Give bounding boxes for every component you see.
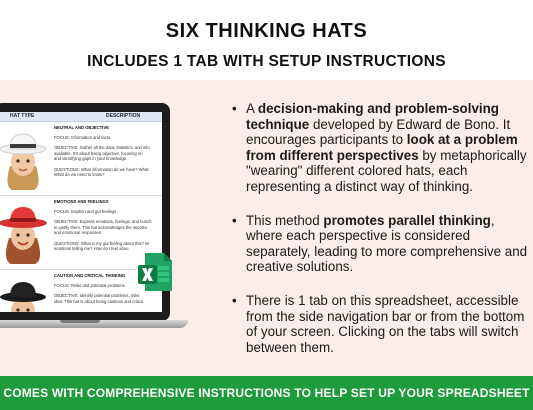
row-title: NEUTRAL AND OBJECTIVE [54,125,109,130]
column-header-description: DESCRIPTION [106,113,141,119]
row-title: CAUTION AND CRITICAL THINKING [54,273,126,278]
bullet-run: , where each perspective is considered separately, leading to more comprehensive and creative solutions. [246,212,528,275]
row-focus: FOCUS: Risks and potential problems. [54,282,126,288]
row-objective: idea. This hat is about being cautious and critica [54,298,144,304]
row-focus: FOCUS: Intuition and gut feelings. [54,208,118,214]
bullet-icon: • [232,101,237,116]
row-questions: QUESTIONS: What is my gut feeling about this? W [54,240,149,246]
red-hat-avatar [0,202,48,264]
description-bullets [232,101,528,355]
bullet-run: developed by Edward de Bono. It encourages participants to [246,116,511,148]
spreadsheet-header-row [0,112,162,122]
white-hat-avatar [0,128,48,190]
column-header-hat-type: HAT TYPE [10,113,35,119]
table-row [0,122,162,196]
bullet-item [232,101,528,195]
bullet-icon: • [232,292,237,308]
excel-icon [137,252,173,292]
bullet-emphasis: promotes parallel thinking [323,212,491,228]
bullet-emphasis: look at a problem from different perspectives [246,132,518,163]
row-questions: What do we need to know? [54,172,105,177]
black-hat-avatar [0,276,48,312]
laptop-notch [60,320,100,323]
row-objective: OBJECTIVE: Gather all the data, statistics, and info [54,145,150,150]
bullet-run: by metaphorically "wearing" different colored hats, each representing a distinct way of thinking. [246,147,527,194]
row-objective: and emotional responses. [54,230,102,235]
footer-text: COMES WITH COMPREHENSIVE INSTRUCTIONS TO HELP SET UP YOUR SPREADSHEET [3,386,530,400]
row-title: EMOTIONS AND FEELINGS [54,199,109,204]
row-objective: OBJECTIVE: Express emotions, feelings, and hunch [54,219,152,224]
row-focus: FOCUS: Information and facts. [54,134,112,140]
bullet-run: A [246,101,258,116]
bullet-emphasis: decision-making and problem-solving technique [246,101,499,132]
bullet-text [246,213,527,275]
bullet-item [232,213,528,275]
row-objective: to justify them. This hat acknowledges the importa [54,224,147,230]
header [0,0,533,80]
page-subtitle: INCLUDES 1 TAB WITH SETUP INSTRUCTIONS [87,53,446,70]
bullet-icon: • [232,212,237,228]
bullet-item [232,293,528,355]
row-questions: emotions telling me? How do I feel abou [54,246,129,251]
row-objective: and identifying gaps in your knowledge. [54,156,128,161]
bullet-run: There is 1 tab on this spreadsheet, accessible from the side navigation bar or from the bottom of your screen. Clicking on the tabs will switch between them. [246,292,525,355]
row-questions: QUESTIONS: What information do we have? What [54,166,149,172]
bullet-text [246,293,524,355]
row-objective: OBJECTIVE: Identify potential problems, risks [54,293,140,298]
row-objective: available. It's about being objective, focusing on [54,150,143,156]
bullet-text [246,101,527,194]
footer-banner [0,376,533,410]
bullet-run: This method [246,212,324,228]
page-title: SIX THINKING HATS [165,20,368,42]
